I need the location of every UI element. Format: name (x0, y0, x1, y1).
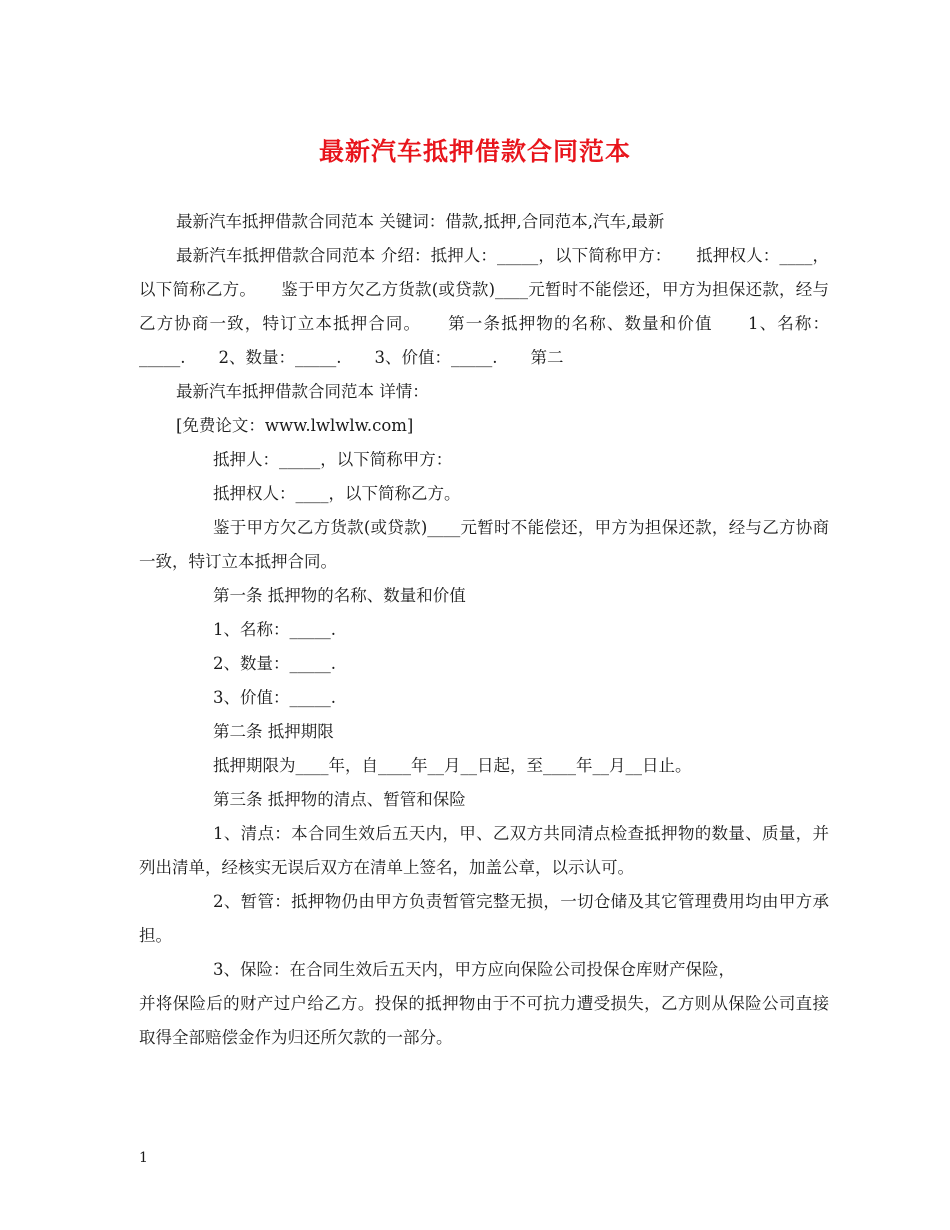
mortgagee-line: 抵押权人：____，以下简称乙方。 (213, 484, 461, 503)
clause-insurance-start: 3、保险：在合同生效后五天内，甲方应向保险公司投保仓库财产保险， (213, 960, 735, 979)
details-heading: 最新汽车抵押借款合同范本 详情： (176, 382, 429, 401)
article-three-heading: 第三条 抵押物的清点、暂管和保险 (213, 790, 466, 809)
clause-insurance-rest: 并将保险后的财产过户给乙方。投保的抵押物由于不可抗力遭受损失，乙方则从保险公司直接取得全部赔偿金作为归还所欠款的一部分。 (139, 994, 829, 1047)
source-link-text: [免费论文：www.lwlwlw.com] (176, 416, 414, 435)
document-body (139, 205, 829, 1055)
mortgage-term-line: 抵押期限为____年，自____年__月__日起，至____年__月__日止。 (213, 756, 692, 775)
keywords-paragraph: 最新汽车抵押借款合同范本 关键词：借款,抵押,合同范本,汽车,最新 (176, 212, 665, 231)
document-title: 最新汽车抵押借款合同范本 (318, 137, 631, 166)
clause-inventory: 1、清点：本合同生效后五天内，甲、乙双方共同清点检查抵押物的数量、质量，并列出清单，经核实无误后双方在清单上签名，加盖公章，以示认可。 (139, 824, 829, 877)
clause-custody: 2、暂管：抵押物仍由甲方负责暂管完整无损，一切仓储及其它管理费用均由甲方承担。 (139, 892, 829, 945)
item-quantity-line: 2、数量：_____. (213, 654, 336, 673)
article-two-heading: 第二条 抵押期限 (213, 722, 334, 741)
intro-paragraph: 最新汽车抵押借款合同范本 介绍：抵押人：_____，以下简称甲方： 抵押权人：____，以下简称乙方。 鉴于甲方欠乙方货款(或贷款)____元暂时不能偿还，甲方为担保还款，经与乙方协商一致，特订立本抵押合同。 第一条抵押物的名称、数量和价值 1、名称：_____. 2、数量：_____. 3、价值：_____. 第二 (139, 246, 829, 367)
item-name-line: 1、名称：_____. (213, 620, 336, 639)
article-one-heading: 第一条 抵押物的名称、数量和价值 (213, 586, 466, 605)
mortgagor-line: 抵押人：_____，以下简称甲方： (213, 450, 453, 469)
page-number: 1 (139, 1150, 148, 1166)
item-value-line: 3、价值：_____. (213, 688, 336, 707)
recital-paragraph: 鉴于甲方欠乙方货款(或贷款)____元暂时不能偿还，甲方为担保还款，经与乙方协商一致，特订立本抵押合同。 (139, 518, 829, 571)
